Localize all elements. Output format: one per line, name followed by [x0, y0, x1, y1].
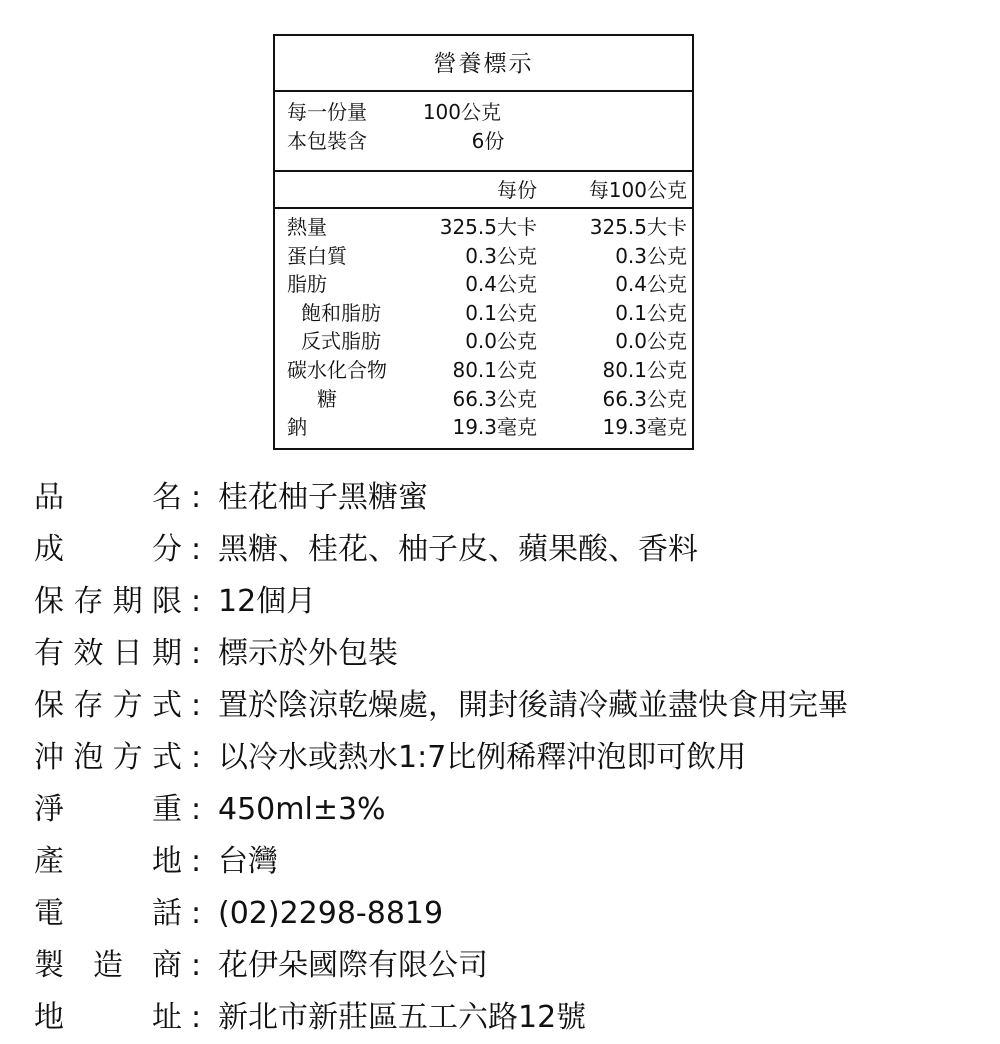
nutrient-per-100g: 0.3公克	[615, 243, 687, 268]
nutrient-label: 脂肪	[287, 272, 327, 297]
nutrient-row	[275, 327, 692, 356]
nutrition-title: 營養標示	[275, 36, 692, 92]
column-header-per-serving: 每份	[497, 178, 537, 202]
column-header-per-100g: 每100公克	[588, 178, 687, 202]
info-colon: :	[190, 740, 202, 775]
label-char: 話	[152, 896, 182, 931]
nutrient-label: 碳水化合物	[287, 357, 387, 382]
nutrient-per-serving: 19.3毫克	[452, 415, 537, 440]
info-colon: :	[190, 480, 202, 515]
nutrient-per-100g: 325.5大卡	[589, 215, 687, 239]
info-colon: :	[190, 1000, 202, 1035]
info-value: 置於陰涼乾燥處，開封後請冷藏並盡快食用完畢	[218, 688, 848, 723]
info-label	[34, 472, 182, 524]
label-char: 地	[152, 844, 182, 879]
label-char: 泡	[73, 740, 104, 775]
info-label	[34, 940, 182, 992]
nutrient-per-serving: 80.1公克	[452, 357, 537, 382]
label-char: 品	[34, 480, 64, 515]
info-row-storage	[34, 680, 984, 732]
label-char: 保	[34, 584, 64, 619]
nutrient-per-100g: 0.4公克	[615, 272, 687, 297]
nutrition-column-headers	[275, 172, 692, 209]
info-value: 12個月	[218, 584, 317, 619]
serving-size-value: 100公克	[422, 100, 501, 124]
info-colon: :	[190, 844, 202, 879]
nutrient-per-serving: 66.3公克	[452, 386, 537, 411]
serving-size-row	[287, 98, 692, 127]
info-value: 桂花柚子黑糖蜜	[218, 480, 428, 515]
nutrient-per-100g: 19.3毫克	[602, 415, 687, 440]
nutrient-label: 鈉	[287, 415, 307, 440]
label-char: 限	[151, 584, 182, 619]
label-char: 成	[34, 532, 64, 567]
serving-size-label: 每一份量	[287, 100, 367, 124]
nutrient-per-serving: 0.4公克	[465, 272, 537, 297]
label-char: 址	[152, 1000, 182, 1035]
nutrient-row	[275, 213, 692, 242]
label-char: 期	[151, 636, 182, 671]
nutrient-label: 飽和脂肪	[301, 300, 381, 325]
label-char: 式	[151, 688, 182, 723]
nutrient-per-serving: 325.5大卡	[439, 215, 537, 239]
label-char: 名	[152, 480, 182, 515]
info-row-net-weight	[34, 784, 984, 836]
nutrient-row	[275, 385, 692, 414]
nutrient-label: 蛋白質	[287, 243, 347, 268]
servings-label: 本包裝含	[287, 129, 367, 153]
servings-value: 6份	[471, 129, 505, 153]
nutrition-facts-table	[273, 34, 694, 450]
label-char: 沖	[34, 740, 64, 775]
label-char: 產	[34, 844, 64, 879]
label-char: 期	[112, 584, 143, 619]
info-colon: :	[190, 792, 202, 827]
label-char: 電	[34, 896, 64, 931]
info-row-preparation	[34, 732, 984, 784]
info-colon: :	[190, 636, 202, 671]
info-value: 黑糖、桂花、柚子皮、蘋果酸、香料	[218, 532, 698, 567]
label-char: 保	[34, 688, 64, 723]
info-colon: :	[190, 948, 202, 983]
nutrient-per-100g: 66.3公克	[602, 386, 687, 411]
label-char: 存	[73, 584, 104, 619]
label-char: 有	[34, 636, 64, 671]
nutrient-per-100g: 80.1公克	[602, 357, 687, 382]
nutrient-row	[275, 242, 692, 271]
nutrient-label: 反式脂肪	[301, 329, 381, 354]
nutrient-per-100g: 0.0公克	[615, 329, 687, 354]
info-row-product-name	[34, 472, 984, 524]
label-char: 方	[112, 740, 143, 775]
info-row-expiry-date	[34, 628, 984, 680]
nutrient-row	[275, 356, 692, 385]
nutrient-label: 熱量	[287, 215, 327, 239]
info-value: 台灣	[218, 844, 278, 879]
info-colon: :	[190, 688, 202, 723]
product-info-list	[34, 472, 984, 1044]
label-char: 式	[151, 740, 182, 775]
info-value: (02)2298-8819	[218, 896, 444, 931]
info-row-manufacturer	[34, 940, 984, 992]
label-char: 分	[152, 532, 182, 567]
info-value: 以冷水或熱水1:7比例稀釋沖泡即可飲用	[218, 740, 747, 775]
nutrient-per-serving: 0.1公克	[465, 300, 537, 325]
label-char: 造	[93, 948, 123, 983]
label-char: 製	[34, 948, 64, 983]
info-value: 450ml±3%	[218, 792, 386, 827]
serving-info	[275, 92, 692, 172]
label-char: 商	[152, 948, 182, 983]
label-char: 淨	[34, 792, 64, 827]
info-row-origin	[34, 836, 984, 888]
nutrient-row	[275, 413, 692, 442]
label-char: 效	[73, 636, 104, 671]
nutrient-row	[275, 299, 692, 328]
info-label	[34, 732, 182, 784]
nutrient-per-serving: 0.3公克	[465, 243, 537, 268]
nutrient-per-100g: 0.1公克	[615, 300, 687, 325]
info-value: 花伊朵國際有限公司	[218, 948, 488, 983]
info-colon: :	[190, 584, 202, 619]
info-label	[34, 680, 182, 732]
servings-per-package-row	[287, 127, 692, 156]
info-value: 標示於外包裝	[218, 636, 398, 671]
info-label	[34, 576, 182, 628]
label-char: 地	[34, 1000, 64, 1035]
label-char: 方	[112, 688, 143, 723]
info-label	[34, 784, 182, 836]
info-row-ingredients	[34, 524, 984, 576]
info-label	[34, 628, 182, 680]
info-colon: :	[190, 896, 202, 931]
nutrient-label: 糖	[317, 386, 337, 411]
info-row-shelf-life	[34, 576, 984, 628]
nutrient-row	[275, 270, 692, 299]
column-header-blank	[275, 172, 395, 207]
label-char: 重	[152, 792, 182, 827]
nutrient-rows	[275, 209, 692, 442]
label-char: 存	[73, 688, 104, 723]
info-label	[34, 888, 182, 940]
info-colon: :	[190, 532, 202, 567]
info-label	[34, 524, 182, 576]
info-row-phone	[34, 888, 984, 940]
label-char: 日	[112, 636, 143, 671]
nutrient-per-serving: 0.0公克	[465, 329, 537, 354]
info-value: 新北市新莊區五工六路12號	[218, 1000, 587, 1035]
info-label	[34, 836, 182, 888]
